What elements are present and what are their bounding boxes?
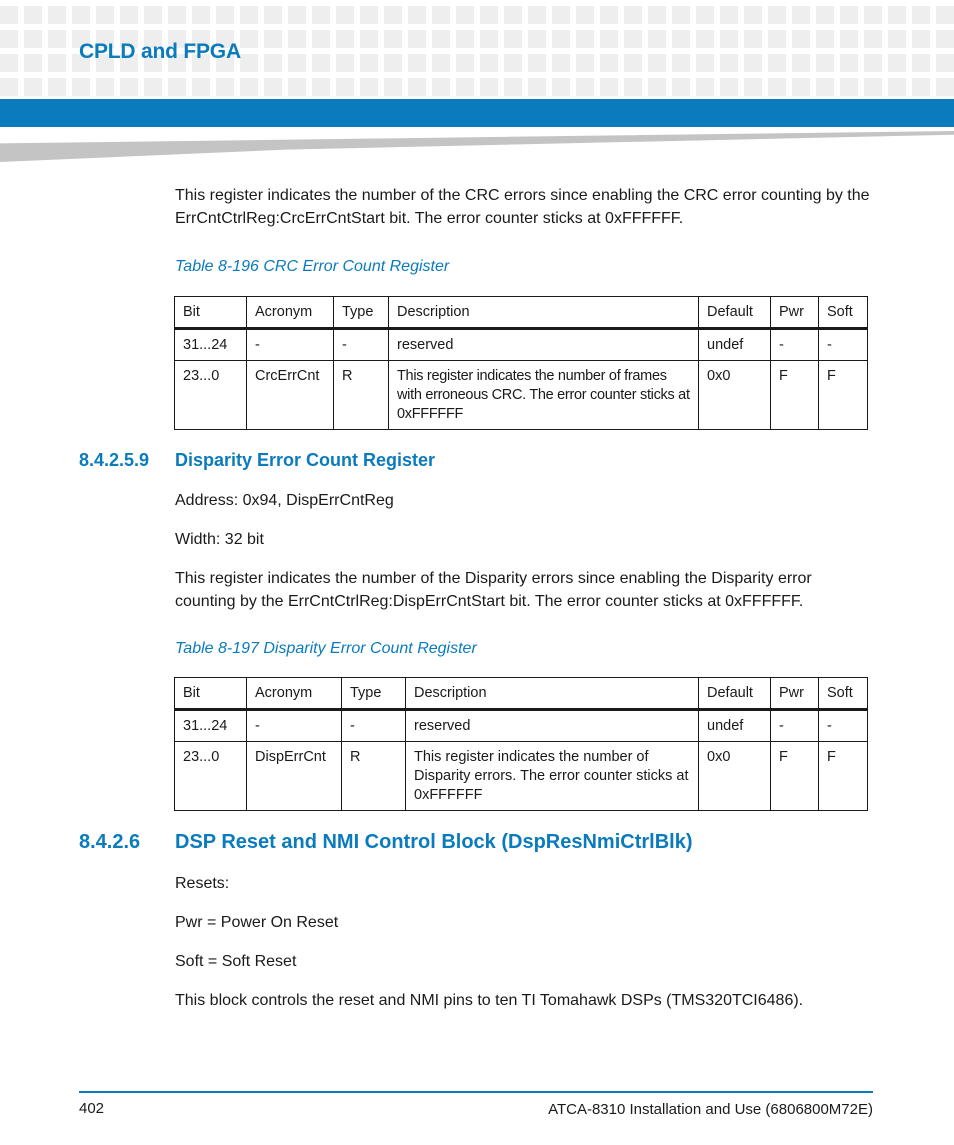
table-197-caption: Table 8-197 Disparity Error Count Register xyxy=(175,640,477,657)
header-type: Type xyxy=(342,678,406,710)
cell-soft: - xyxy=(819,710,868,742)
cell-bit: 23...0 xyxy=(175,742,247,811)
header-soft: Soft xyxy=(819,297,868,329)
cell-soft: F xyxy=(819,361,868,430)
cell-type: R xyxy=(342,742,406,811)
disparity-error-count-table xyxy=(174,677,868,811)
page-number: 402 xyxy=(79,1100,105,1117)
section-number: 8.4.2.6 xyxy=(79,831,141,853)
cell-pwr: F xyxy=(771,361,819,430)
cell-description: reserved xyxy=(406,710,699,742)
section-number: 8.4.2.5.9 xyxy=(79,450,150,470)
section-title: DSP Reset and NMI Control Block (DspResNmiCtrlBlk) xyxy=(175,831,693,853)
cell-description: reserved xyxy=(389,329,699,361)
pwr-definition: Pwr = Power On Reset xyxy=(175,914,339,931)
cell-soft: - xyxy=(819,329,868,361)
header-pwr: Pwr xyxy=(771,678,819,710)
cell-acronym: DispErrCnt xyxy=(247,742,342,811)
header-description: Description xyxy=(406,678,699,710)
document-title: ATCA-8310 Installation and Use (6806800M72E) xyxy=(548,1101,873,1118)
header-acronym: Acronym xyxy=(247,297,334,329)
cell-default: 0x0 xyxy=(699,361,771,430)
soft-definition: Soft = Soft Reset xyxy=(175,953,297,970)
intro-paragraph: This register indicates the number of the CRC errors since enabling the CRC error counting by the ErrCntCtrlReg:CrcErrCntStart bit. The error counter sticks at 0xFFFFFF. xyxy=(175,187,870,227)
resets-label: Resets: xyxy=(175,875,230,892)
cell-pwr: - xyxy=(771,710,819,742)
header-bit: Bit xyxy=(175,678,247,710)
header-description: Description xyxy=(389,297,699,329)
footer-rule xyxy=(79,1091,873,1093)
cell-acronym: - xyxy=(247,710,342,742)
table-header-row xyxy=(175,678,868,710)
cell-type: - xyxy=(342,710,406,742)
cell-acronym: - xyxy=(247,329,334,361)
table-header-row xyxy=(175,297,868,329)
header-default: Default xyxy=(699,678,771,710)
header-default: Default xyxy=(699,297,771,329)
cell-pwr: F xyxy=(771,742,819,811)
table-196-caption: Table 8-196 CRC Error Count Register xyxy=(175,258,450,275)
cell-bit: 31...24 xyxy=(175,329,247,361)
table-row xyxy=(175,710,868,742)
table-row xyxy=(175,329,868,361)
cell-default: undef xyxy=(699,710,771,742)
table-row xyxy=(175,361,868,430)
address-line: Address: 0x94, DispErrCntReg xyxy=(175,492,394,509)
crc-error-count-table xyxy=(174,296,868,430)
chapter-title: CPLD and FPGA xyxy=(79,40,241,63)
dsp-block-paragraph: This block controls the reset and NMI pins to ten TI Tomahawk DSPs (TMS320TCI6486). xyxy=(175,992,804,1009)
cell-description: This register indicates the number of Disparity errors. The error counter sticks at 0xFFFFFF xyxy=(406,742,699,811)
disparity-paragraph: This register indicates the number of the Disparity errors since enabling the Disparity error counting by the ErrCntCtrlReg:DispErrCntStart bit. The error counter sticks at 0xFFFFFF. xyxy=(175,570,812,610)
width-line: Width: 32 bit xyxy=(175,531,264,548)
cell-pwr: - xyxy=(771,329,819,361)
cell-default: undef xyxy=(699,329,771,361)
cell-type: - xyxy=(334,329,389,361)
cell-bit: 31...24 xyxy=(175,710,247,742)
header-bit: Bit xyxy=(175,297,247,329)
cell-type: R xyxy=(334,361,389,430)
header-blue-bar xyxy=(0,99,954,127)
header-pwr: Pwr xyxy=(771,297,819,329)
header-grey-wedge xyxy=(0,131,954,162)
header-type: Type xyxy=(334,297,389,329)
header-soft: Soft xyxy=(819,678,868,710)
section-title: Disparity Error Count Register xyxy=(175,450,436,470)
cell-acronym: CrcErrCnt xyxy=(247,361,334,430)
header-acronym: Acronym xyxy=(247,678,342,710)
table-row xyxy=(175,742,868,811)
cell-default: 0x0 xyxy=(699,742,771,811)
cell-description: This register indicates the number of frames with erroneous CRC. The error counter sticks at 0xFFFFFF xyxy=(389,361,699,430)
cell-bit: 23...0 xyxy=(175,361,247,430)
cell-soft: F xyxy=(819,742,868,811)
